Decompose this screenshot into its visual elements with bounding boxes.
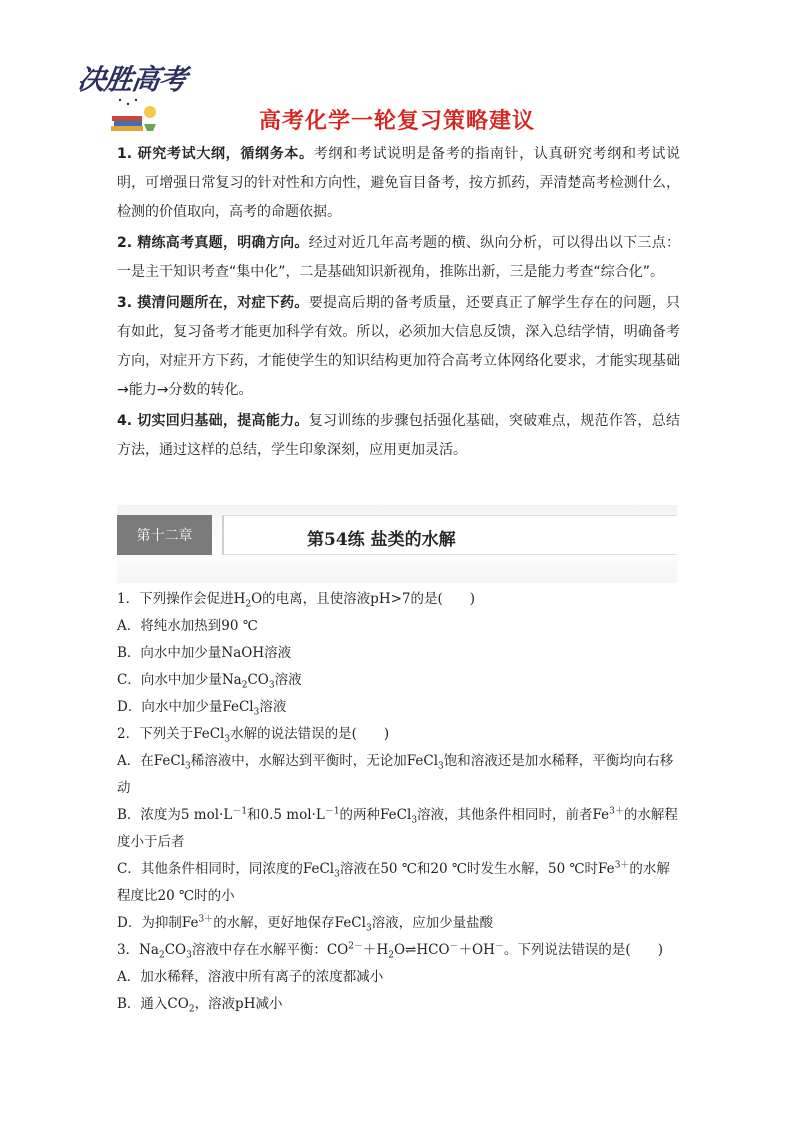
text-run: ＋H — [362, 942, 389, 958]
text-run: O⇌HCO — [393, 942, 450, 958]
text-run: 。下列说法错误的是( ) — [503, 942, 663, 958]
superscript: 3＋ — [609, 806, 624, 817]
subscript: 2 — [188, 1004, 195, 1015]
text-run: B．通入CO — [117, 996, 189, 1012]
strategy-heading: 4. 切实回归基础，提高能力。 — [117, 413, 309, 429]
text-run: 稀溶液中，水解达到平衡时，无论加FeCl — [190, 753, 439, 769]
text-run: 水解的说法错误的是( ) — [230, 726, 390, 742]
question-option — [117, 802, 682, 856]
text-run: 1．下列操作会促进H — [117, 591, 246, 607]
question-stem — [117, 937, 682, 964]
question-list — [117, 586, 682, 1018]
subscript: 3 — [185, 761, 191, 772]
text-run: D．向水中加少量FeCl — [117, 699, 254, 715]
question-stem — [117, 586, 682, 613]
text-run: 溶液，其他条件相同时，前者Fe — [417, 807, 610, 823]
text-run: CO — [164, 942, 187, 958]
subscript: 3 — [411, 815, 418, 826]
superscript: － — [449, 941, 459, 952]
subscript: 2 — [388, 950, 394, 961]
text-run: ＋OH — [458, 942, 495, 958]
question-option — [117, 748, 682, 802]
strategy-item — [117, 140, 680, 227]
subscript: 3 — [253, 707, 260, 718]
question-stem — [117, 721, 682, 748]
superscript: 3＋ — [198, 914, 214, 925]
question-option: A．将纯水加热到90 ℃ — [117, 618, 258, 634]
chapter-title: 第54练 盐类的水解 — [307, 530, 456, 550]
subscript: 2 — [241, 680, 248, 691]
text-run: 溶液 — [259, 699, 287, 715]
strategy-heading: 1. 研究考试大纲，循纲务本。 — [117, 146, 314, 162]
page-title: 高考化学一轮复习策略建议 — [258, 109, 535, 134]
text-run: 溶液在50 ℃和20 ℃时发生水解，50 ℃时Fe — [339, 861, 615, 877]
strategy-body: 要提高后期的备考质量，还要真正了解学生存在的问题，只有如此，复习备考才能更加科学有效。所以，必须加大信息反馈，深入总结学情，明确备考方向，对症开方下药，才能使学生的知识结构更加符合高考立体网络化要求，才能实现基础→能力→分数的转化。 — [117, 295, 680, 398]
superscript: － — [494, 941, 504, 952]
question-option — [117, 694, 682, 721]
subscript: 2 — [158, 950, 165, 961]
strategy-body: 复习训练的步骤包括强化基础，突破难点，规范作答，总结方法，通过这样的总结，学生印象深刻，应用更加灵活。 — [117, 413, 680, 458]
question-option — [117, 667, 682, 694]
question-option — [117, 910, 682, 937]
subscript: 3 — [268, 680, 275, 691]
text-run: 溶液 — [274, 672, 302, 688]
strategy-item — [117, 229, 680, 287]
question-option — [117, 856, 682, 910]
subscript: 3 — [438, 761, 444, 772]
text-run: D．为抑制Fe — [117, 915, 199, 931]
superscript: －1 — [324, 806, 340, 817]
text-run: ，溶液pH减小 — [194, 996, 283, 1012]
text-run: C．向水中加少量Na — [117, 672, 242, 688]
strategy-heading: 2. 精练高考真题，明确方向。 — [117, 235, 309, 251]
superscript: 2－ — [348, 941, 363, 952]
subscript: 3 — [186, 950, 192, 961]
text-run: 2．下列关于FeCl — [117, 726, 225, 742]
text-run: 3．Na — [117, 942, 159, 958]
subscript: 3 — [334, 869, 340, 880]
chapter-banner — [117, 505, 677, 583]
question-option — [117, 991, 682, 1018]
subscript: 3 — [365, 923, 372, 934]
text-run: 溶液，应加少量盐酸 — [371, 915, 494, 931]
strategy-item — [117, 289, 680, 405]
chapter-tag: 第十二章 — [117, 515, 212, 555]
strategy-item — [117, 407, 680, 465]
text-run: A．在FeCl — [117, 753, 186, 769]
text-run: 饱和溶液还是加水稀释，平衡均向右移动 — [117, 753, 674, 796]
text-run: 的水解，更好地保存FeCl — [213, 915, 366, 931]
strategy-body: 考纲和考试说明是备考的指南针，认真研究考纲和考试说明，可增强日常复习的针对性和方向性，避免盲目备考，按方抓药，弄清楚高考检测什么，检测的价值取向，高考的命题依据。 — [117, 146, 681, 220]
superscript: 3＋ — [614, 860, 630, 871]
subscript: 2 — [245, 599, 252, 610]
strategy-section — [117, 140, 680, 467]
question-option: A．加水稀释，溶液中所有离子的浓度都减小 — [117, 969, 384, 985]
text-run: 的水解程度小于后者 — [117, 807, 678, 850]
text-run: 的水解程度比20 ℃时的小 — [117, 861, 670, 904]
strategy-body: 经过对近几年高考题的横、纵向分析，可以得出以下三点：一是主干知识考查“集中化”，二是基础知识新视角，推陈出新，三是能力考查“综合化”。 — [117, 235, 680, 280]
superscript: －1 — [232, 806, 248, 817]
text-run: 和0.5 mol·L — [247, 807, 325, 823]
text-run: C．其他条件相同时，同浓度的FeCl — [117, 861, 335, 877]
text-run: B．浓度为5 mol·L — [117, 807, 233, 823]
text-run: O的电离，且使溶液pH>7的是( ) — [251, 591, 476, 607]
strategy-heading: 3. 摸清问题所在，对症下药。 — [117, 295, 309, 311]
text-run: 溶液中存在水解平衡：CO — [191, 942, 349, 958]
logo-text: 决胜高考 — [75, 63, 189, 96]
text-run: CO — [247, 672, 269, 688]
subscript: 3 — [224, 734, 231, 745]
question-option: B．向水中加少量NaOH溶液 — [117, 645, 292, 661]
text-run: 的两种FeCl — [339, 807, 412, 823]
